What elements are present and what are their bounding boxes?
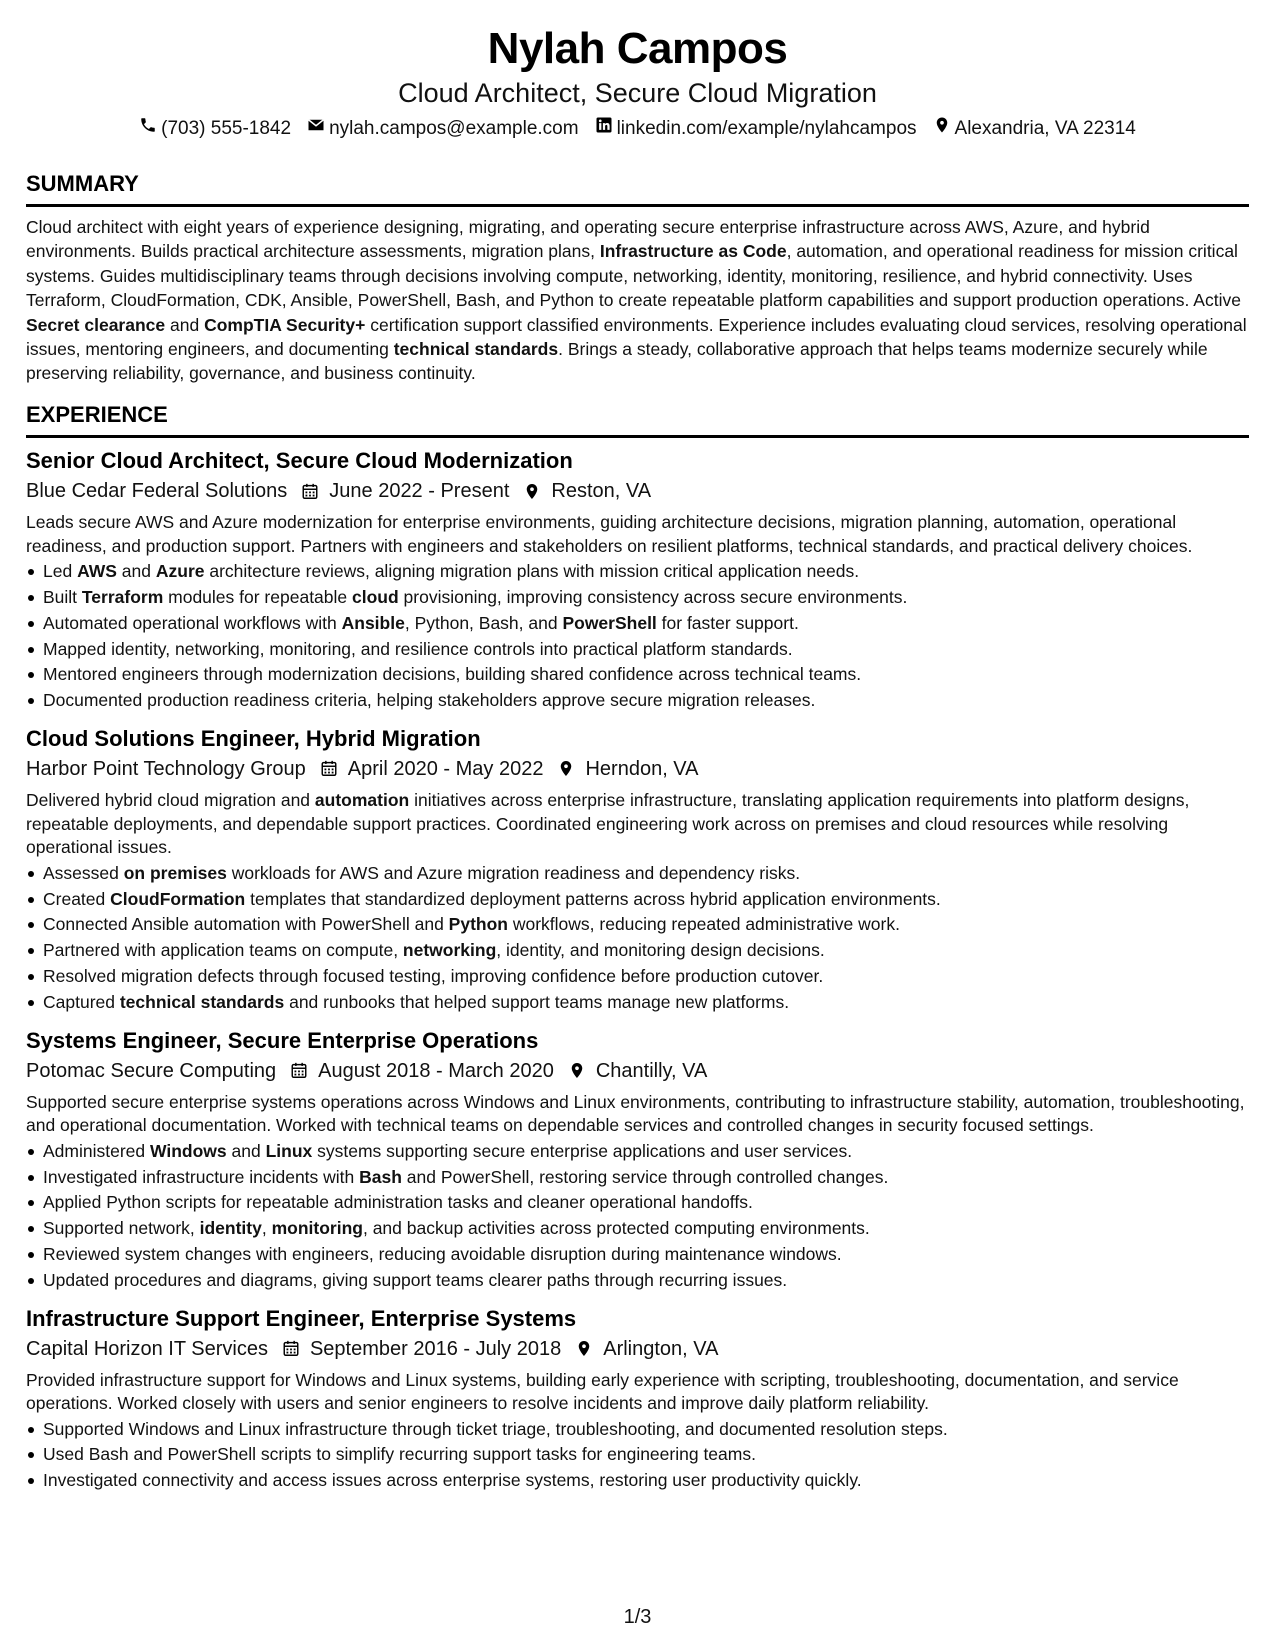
bold-keyword: Windows xyxy=(150,1140,227,1161)
text-run: Supported Windows and Linux infrastructure through ticket triage, troubleshooting, and documented resolution steps. xyxy=(43,1418,948,1439)
bold-keyword: identity xyxy=(199,1218,262,1239)
company-name: Potomac Secure Computing xyxy=(26,1059,277,1082)
phone-icon xyxy=(139,116,157,142)
text-run: Leads secure AWS and Azure modernization for enterprise environments, guiding architecture decisions, migration planning, automation, operational readiness, and production support. Partners with engineers and stakeholders on resilient platforms, technical standards, and practical delivery choices. xyxy=(26,512,1193,556)
contact-phone-text: (703) 555-1842 xyxy=(161,118,292,139)
job-title: Senior Cloud Architect, Secure Cloud Modernization xyxy=(26,448,573,473)
job-meta xyxy=(26,1334,1249,1364)
contact-phone xyxy=(139,116,291,142)
text-run: Used Bash and PowerShell scripts to simplify recurring support tasks for engineering teams. xyxy=(43,1444,756,1465)
text-run: templates that standardized deployment patterns across hybrid application environments. xyxy=(245,888,941,909)
bold-keyword: Infrastructure as Code xyxy=(599,241,787,262)
bold-keyword: Linux xyxy=(265,1140,313,1161)
text-run: Administered xyxy=(43,1140,150,1161)
text-run: Investigated connectivity and access issues across enterprise systems, restoring user productivity quickly. xyxy=(43,1470,862,1491)
text-run: Created xyxy=(43,888,111,909)
job-dates: September 2016 - July 2018 xyxy=(309,1337,562,1360)
job-dates: June 2022 - Present xyxy=(329,480,510,502)
contact-email[interactable] xyxy=(307,116,579,142)
job-dates: August 2018 - March 2020 xyxy=(318,1059,554,1082)
job-title: Systems Engineer, Secure Enterprise Operations xyxy=(26,1027,539,1053)
envelope-icon xyxy=(307,116,325,142)
job-dates: April 2020 - May 2022 xyxy=(347,757,544,780)
text-run: , xyxy=(261,1218,272,1239)
job-bullet xyxy=(26,1216,1249,1242)
job-bullet xyxy=(26,1165,1249,1191)
text-run: Assessed xyxy=(43,862,124,883)
text-run: initiatives across enterprise infrastructure, translating application requirements into platform designs, repeatable deployments, and dependable support practices. Coordinated engineering work across on premises and cloud resources while resolving operational issues. xyxy=(26,789,1190,858)
contact-location xyxy=(933,116,1136,142)
job-bullet xyxy=(26,662,1249,688)
map-pin-icon xyxy=(568,1061,586,1080)
resume-header xyxy=(26,0,1249,142)
job-bullet xyxy=(26,887,1249,913)
text-run: and PowerShell, restoring service through controlled changes. xyxy=(401,1166,889,1187)
text-run: modules for repeatable xyxy=(163,586,353,607)
bold-keyword: Ansible xyxy=(341,612,405,633)
job-entry xyxy=(26,446,1249,714)
contact-row xyxy=(26,116,1249,142)
summary-section xyxy=(26,170,1249,386)
company-name: Harbor Point Technology Group xyxy=(26,757,306,780)
bold-keyword: technical standards xyxy=(119,991,285,1012)
job-bullet xyxy=(26,861,1249,887)
text-run: Supported secure enterprise systems operations across Windows and Linux environments, contributing to infrastructure stability, automation, troubleshooting, and operational documentation. Worked with technical teams on dependable services and controlled changes in security focused settings. xyxy=(26,1091,1245,1136)
map-pin-icon xyxy=(933,116,951,142)
text-run: Reviewed system changes with engineers, reducing avoidable disruption during maintenance windows. xyxy=(43,1243,842,1264)
text-run: , identity, and monitoring design decisions. xyxy=(496,940,825,961)
text-run: Partnered with application teams on compute, xyxy=(43,940,403,961)
text-run: . Brings a steady, collaborative approach that helps teams modernize securely while preserving reliability, governance, and business continuity. xyxy=(26,339,1208,384)
text-run: and runbooks that helped support teams manage new platforms. xyxy=(284,991,790,1012)
calendar-icon xyxy=(320,759,338,778)
summary-text xyxy=(26,215,1249,386)
bold-keyword: Bash xyxy=(359,1166,402,1187)
bold-keyword: monitoring xyxy=(271,1218,363,1239)
map-pin-icon xyxy=(575,1339,593,1358)
job-bullets xyxy=(26,1139,1249,1294)
experience-heading: EXPERIENCE xyxy=(26,401,1249,438)
text-run: for faster support. xyxy=(656,612,799,633)
resume-page xyxy=(26,0,1249,1650)
bold-keyword: PowerShell xyxy=(562,612,657,633)
text-run: , automation, and operational readiness for mission critical systems. Guides multidisciplinary teams through decisions involving compute, networking, identity, monitoring, resilience, and hybrid connectivity. Uses Terraform, CloudFormation, CDK, Ansible, PowerShell, Bash, and Python to create repeatable platform capabilities and support production operations. Active xyxy=(26,241,1241,311)
candidate-headline: Cloud Architect, Secure Cloud Migration xyxy=(398,78,877,108)
bold-keyword: AWS xyxy=(77,561,117,582)
calendar-icon xyxy=(282,1339,300,1358)
job-location: Reston, VA xyxy=(551,480,652,502)
text-run: Resolved migration defects through focused testing, improving confidence before production cutover. xyxy=(43,965,824,986)
text-run: architecture reviews, aligning migration plans with mission critical application needs. xyxy=(204,561,860,582)
job-location: Chantilly, VA xyxy=(595,1059,708,1082)
bold-keyword: networking xyxy=(402,940,497,961)
job-bullet xyxy=(26,688,1249,714)
job-entry xyxy=(26,1304,1249,1495)
text-run: Connected Ansible automation with PowerShell and xyxy=(43,914,449,935)
contact-linkedin[interactable] xyxy=(595,116,917,142)
job-description xyxy=(26,511,1249,558)
job-bullet xyxy=(26,938,1249,964)
text-run: and xyxy=(116,561,156,582)
text-run: Applied Python scripts for repeatable administration tasks and cleaner operational handoffs. xyxy=(43,1192,753,1213)
job-bullet xyxy=(26,559,1249,585)
text-run: Investigated infrastructure incidents with xyxy=(43,1166,360,1187)
job-entry xyxy=(26,1026,1249,1294)
bold-keyword: CompTIA Security+ xyxy=(204,314,366,335)
job-bullets xyxy=(26,559,1249,714)
job-bullet xyxy=(26,1268,1249,1294)
job-bullets xyxy=(26,861,1249,1016)
job-bullet xyxy=(26,990,1249,1016)
text-run: Documented production readiness criteria, helping stakeholders approve secure migration releases. xyxy=(43,690,816,711)
job-bullet xyxy=(26,1442,1249,1468)
text-run: Provided infrastructure support for Windows and Linux systems, building early experience with scripting, troubleshooting, documentation, and service operations. Worked closely with users and senior engineers to resolve incidents and improve daily platform reliability. xyxy=(26,1369,1179,1414)
text-run: and xyxy=(226,1140,266,1161)
bold-keyword: Secret clearance xyxy=(26,314,166,335)
job-location: Arlington, VA xyxy=(603,1337,719,1360)
text-run: Led xyxy=(43,561,78,582)
bold-keyword: CloudFormation xyxy=(110,888,246,909)
contact-email-text[interactable]: nylah.campos@example.com xyxy=(329,118,579,139)
summary-heading: SUMMARY xyxy=(26,170,1249,207)
bold-keyword: cloud xyxy=(352,586,399,607)
text-run: provisioning, improving consistency across secure environments. xyxy=(398,586,908,607)
job-description xyxy=(26,1091,1249,1138)
text-run: Built xyxy=(43,586,82,607)
map-pin-icon xyxy=(523,482,541,501)
text-run: workloads for AWS and Azure migration readiness and dependency risks. xyxy=(226,862,801,883)
job-meta xyxy=(26,1056,1249,1086)
text-run: systems supporting secure enterprise applications and user services. xyxy=(312,1140,853,1161)
job-meta xyxy=(26,476,1249,506)
job-title: Infrastructure Support Engineer, Enterprise Systems xyxy=(26,1305,577,1331)
bold-keyword: technical standards xyxy=(393,339,559,360)
job-bullet xyxy=(26,1468,1249,1494)
text-run: Delivered hybrid cloud migration and xyxy=(26,789,315,810)
job-bullets xyxy=(26,1417,1249,1494)
bold-keyword: Azure xyxy=(155,561,205,582)
job-bullet xyxy=(26,1190,1249,1216)
text-run: Supported network, xyxy=(43,1218,200,1239)
text-run: , and backup activities across protected computing environments. xyxy=(362,1218,870,1239)
job-title: Cloud Solutions Engineer, Hybrid Migration xyxy=(26,725,481,751)
text-run: Cloud architect with eight years of experience designing, migrating, and operating secure enterprise infrastructure across AWS, Azure, and hybrid environments. Builds practical architecture assessments, migration plans, xyxy=(26,217,1150,262)
text-run: certification support classified environments. Experience includes evaluating cloud services, resolving operational issues, mentoring engineers, and documenting xyxy=(26,314,1247,360)
experience-section xyxy=(26,401,1249,1494)
text-run: Mapped identity, networking, monitoring, and resilience controls into practical platform standards. xyxy=(43,638,793,659)
text-run: Automated operational workflows with xyxy=(43,612,342,633)
bold-keyword: automation xyxy=(314,789,410,810)
contact-linkedin-text[interactable]: linkedin.com/example/nylahcampos xyxy=(616,118,917,139)
job-bullet xyxy=(26,611,1249,637)
job-bullet xyxy=(26,1242,1249,1268)
map-pin-icon xyxy=(557,759,575,778)
text-run: , Python, Bash, and xyxy=(404,612,563,633)
bold-keyword: Terraform xyxy=(81,586,164,607)
text-run: Mentored engineers through modernization decisions, building shared confidence across technical teams. xyxy=(43,664,862,685)
page-number: 1/3 xyxy=(623,1606,652,1628)
company-name: Blue Cedar Federal Solutions xyxy=(26,480,288,502)
linkedin-icon xyxy=(595,116,613,142)
calendar-icon xyxy=(290,1061,308,1080)
calendar-icon xyxy=(301,482,319,501)
job-bullet xyxy=(26,1139,1249,1165)
candidate-name: Nylah Campos xyxy=(487,24,788,73)
job-list xyxy=(26,446,1249,1494)
text-run: workflows, reducing repeated administrative work. xyxy=(507,914,900,935)
job-description xyxy=(26,1369,1249,1416)
text-run: Captured xyxy=(43,991,120,1012)
job-bullet xyxy=(26,585,1249,611)
job-bullet xyxy=(26,637,1249,663)
job-description xyxy=(26,789,1249,860)
text-run: Updated procedures and diagrams, giving support teams clearer paths through recurring issues. xyxy=(43,1269,788,1290)
job-bullet xyxy=(26,912,1249,938)
bold-keyword: Python xyxy=(448,914,508,935)
bold-keyword: on premises xyxy=(123,862,227,883)
job-entry xyxy=(26,724,1249,1016)
contact-location-text: Alexandria, VA 22314 xyxy=(954,118,1136,139)
company-name: Capital Horizon IT Services xyxy=(26,1337,268,1360)
job-meta xyxy=(26,754,1249,784)
job-location: Herndon, VA xyxy=(585,757,699,780)
text-run: and xyxy=(165,314,205,335)
job-bullet xyxy=(26,964,1249,990)
job-bullet xyxy=(26,1417,1249,1443)
